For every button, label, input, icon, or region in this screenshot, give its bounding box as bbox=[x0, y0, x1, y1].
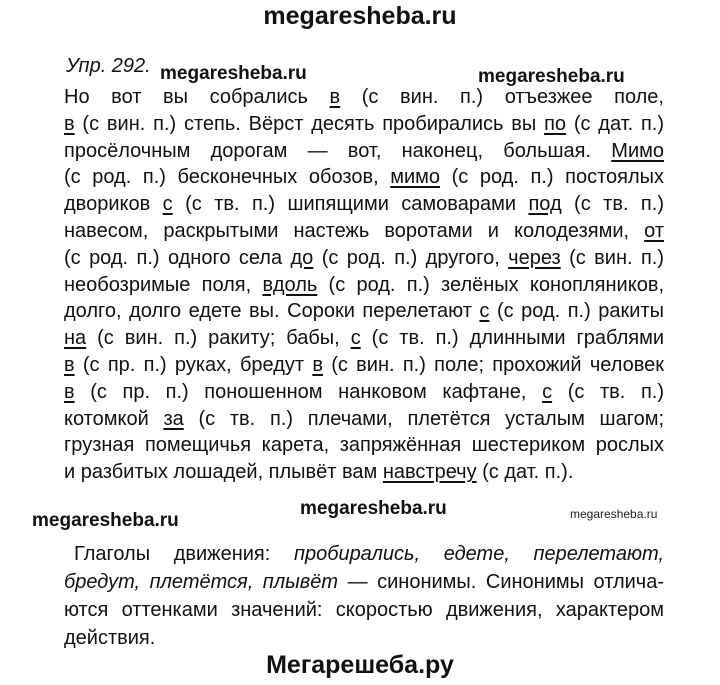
watermark-left-lower: megaresheba.ru bbox=[32, 510, 179, 531]
text-line: в (с вин. п.) степь. Вёрст десять пробирались вы по (с дат. п.) bbox=[64, 112, 665, 135]
preposition: до bbox=[290, 246, 314, 269]
text-line: (с род. п.) бесконечных обозов, мимо (с род. п.) постоялых bbox=[64, 166, 665, 189]
preposition: в bbox=[312, 353, 323, 376]
text-line: котомкой за (с тв. п.) плечами, плетётся усталым шагом; bbox=[64, 407, 664, 430]
watermark-top: megaresheba.ru bbox=[263, 2, 457, 30]
watermark-bottom: Мегарешеба.ру bbox=[266, 651, 454, 679]
text-line: (с род. п.) одного села до (с род. п.) другого, через (с вин. п.) bbox=[64, 246, 665, 269]
preposition: под bbox=[528, 193, 562, 216]
preposition: с bbox=[162, 193, 173, 216]
text-line: навесом, раскрытыми настежь воротами и колодезями, от bbox=[64, 219, 664, 242]
preposition: с bbox=[350, 327, 361, 350]
text-line: необозримые поля, вдоль (с род. п.) зелёных конопляников, bbox=[64, 273, 664, 296]
text-line: бредут, плетётся, плывёт — синонимы. Синонимы отлича- bbox=[64, 571, 665, 593]
conclusion-text bbox=[64, 540, 664, 652]
text-line: Но вот вы собрались в (с вин. п.) отъезжее поле, bbox=[64, 86, 664, 108]
text-line: двориков с (с тв. п.) шипящими самоварами под (с тв. п.) bbox=[64, 193, 664, 216]
preposition: через bbox=[508, 246, 561, 269]
exercise-text bbox=[64, 84, 664, 486]
text-line: и разбитых лошадей, плывёт вам навстречу (с дат. п.). bbox=[64, 461, 574, 484]
text-line: в (с пр. п.) поношенном нанковом кафтане, с (с тв. п.) bbox=[64, 380, 665, 403]
watermark-small: megaresheba.ru bbox=[570, 507, 658, 521]
preposition: по bbox=[544, 112, 567, 135]
watermark-after-title: megaresheba.ru bbox=[160, 63, 307, 84]
watermark-right-upper: megaresheba.ru bbox=[478, 66, 625, 87]
preposition: в bbox=[64, 112, 75, 135]
preposition: в bbox=[64, 353, 75, 376]
preposition: вдоль bbox=[262, 273, 318, 296]
exercise-title: Упр. 292. bbox=[66, 55, 151, 77]
text-line: грузная помещичья карета, запряжённая шестериком рослых bbox=[64, 434, 664, 457]
preposition: Мимо bbox=[611, 139, 664, 162]
text-line: Глаголы движения: пробирались, едете, перелетают, bbox=[74, 543, 664, 565]
text-line: ются оттенками значений: скоростью движения, характером bbox=[64, 599, 664, 621]
preposition: навстречу bbox=[382, 461, 477, 484]
text-line: просёлочным дорогам — вот, наконец, большая. Мимо bbox=[64, 139, 664, 162]
preposition: на bbox=[64, 327, 87, 350]
text-line: в (с пр. п.) руках, бредут в (с вин. п.) поле; прохожий человек bbox=[64, 353, 664, 376]
watermark-center-lower: megaresheba.ru bbox=[300, 498, 447, 519]
preposition: в bbox=[329, 86, 341, 108]
preposition: от bbox=[644, 219, 664, 242]
text-line: долго, долго едете вы. Сороки перелетают с (с род. п.) ракиты bbox=[64, 300, 665, 323]
preposition: с bbox=[542, 380, 553, 403]
preposition: мимо bbox=[390, 166, 441, 189]
preposition: за bbox=[163, 407, 184, 430]
text-line: действия. bbox=[64, 627, 156, 649]
preposition: в bbox=[64, 380, 75, 403]
text-line: на (с вин. п.) ракиту; бабы, с (с тв. п.) длинными граблями bbox=[64, 327, 665, 350]
preposition: с bbox=[479, 300, 490, 323]
